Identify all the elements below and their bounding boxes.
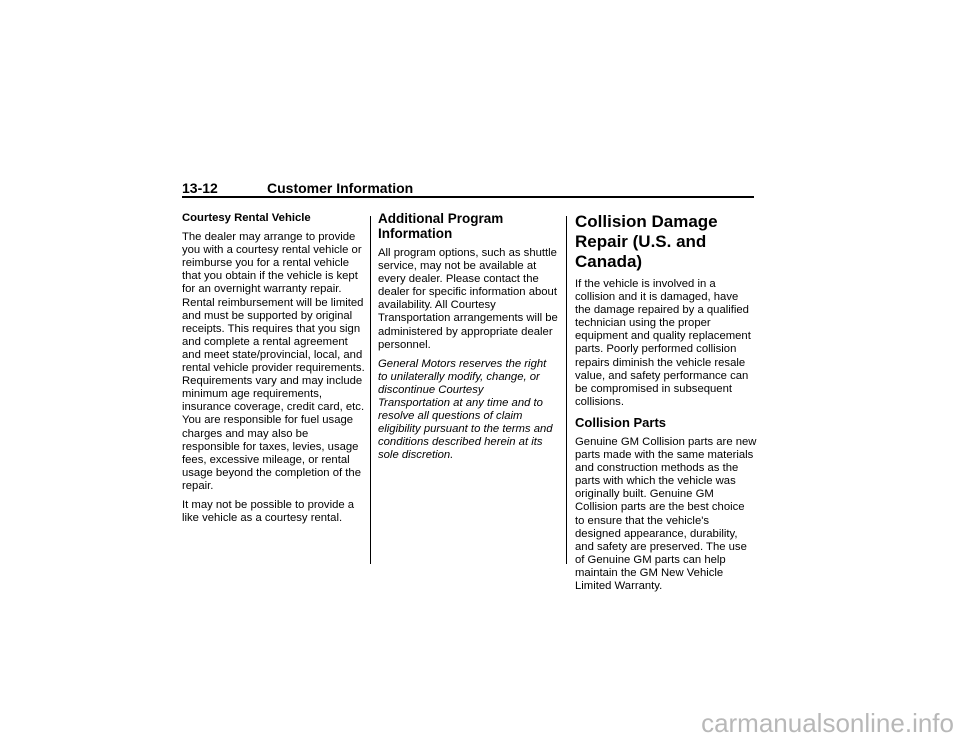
column-3 [575,212,757,599]
column-1 [182,212,365,531]
column-2 [378,212,558,469]
column-divider-2 [566,216,567,564]
additional-program-paragraph-1: All program options, such as shuttle service, may not be available at every dealer. Please contact the dealer for specific information about availability. All Courtesy Transportation arrangements will be administered by appropriate dealer personnel. [378,247,558,351]
courtesy-rental-paragraph-2: It may not be possible to provide a like vehicle as a courtesy rental. [182,498,355,525]
courtesy-rental-subheading: Courtesy Rental Vehicle [182,212,311,224]
courtesy-rental-paragraph-1: The dealer may arrange to provide you with a courtesy rental vehicle or reimburse you for a rental vehicle that you obtain if the vehicle is kept for an overnight warranty repair. Rental reimbursement will be limited and must be supported by original receipts. This requires that you sign and complete a rental agreement and meet state/provincial, local, and rental vehicle provider requirements. Requirements vary and may include minimum age requirements, insurance coverage, credit card, etc. You are responsible for fuel usage charges and may also be responsible for taxes, levies, usage fees, excessive mileage, or rental usage beyond the completion of the repair. [182,231,365,492]
column-divider-1 [370,216,371,564]
running-header [182,178,754,198]
section-title: Customer Information [267,180,414,196]
collision-repair-paragraph: If the vehicle is involved in a collision and it is damaged, have the damage repaired by a qualified technician using the proper equipment and quality replacement parts. Poorly performed collision repairs diminish the vehicle resale value, and safety performance can be compromised in subsequent collisions. [575,278,751,408]
collision-parts-paragraph: Genuine GM Collision parts are new parts made with the same materials and construction methods as the parts with which the vehicle was originally built. Genuine GM Collision parts are the best choice to ensure that the vehicle's designed appearance, durability, and safety are preserved. The use of Genuine GM parts can help maintain the GM New Vehicle Limited Warranty. [575,435,757,592]
page-number: 13-12 [182,180,218,196]
watermark-text: carmanualsonline.info [701,708,954,738]
collision-repair-heading: Collision Damage Repair (U.S. and Canada) [575,212,718,271]
header-rule [182,196,754,198]
additional-program-paragraph-2: General Motors reserves the right to unilaterally modify, change, or discontinue Courtesy Transportation at any time and to resolve all questions of claim eligibility pursuant to the terms and conditions described herein at its sole discretion. [378,357,553,462]
additional-program-heading: Additional Program Information [378,211,504,241]
collision-parts-heading: Collision Parts [575,414,667,430]
